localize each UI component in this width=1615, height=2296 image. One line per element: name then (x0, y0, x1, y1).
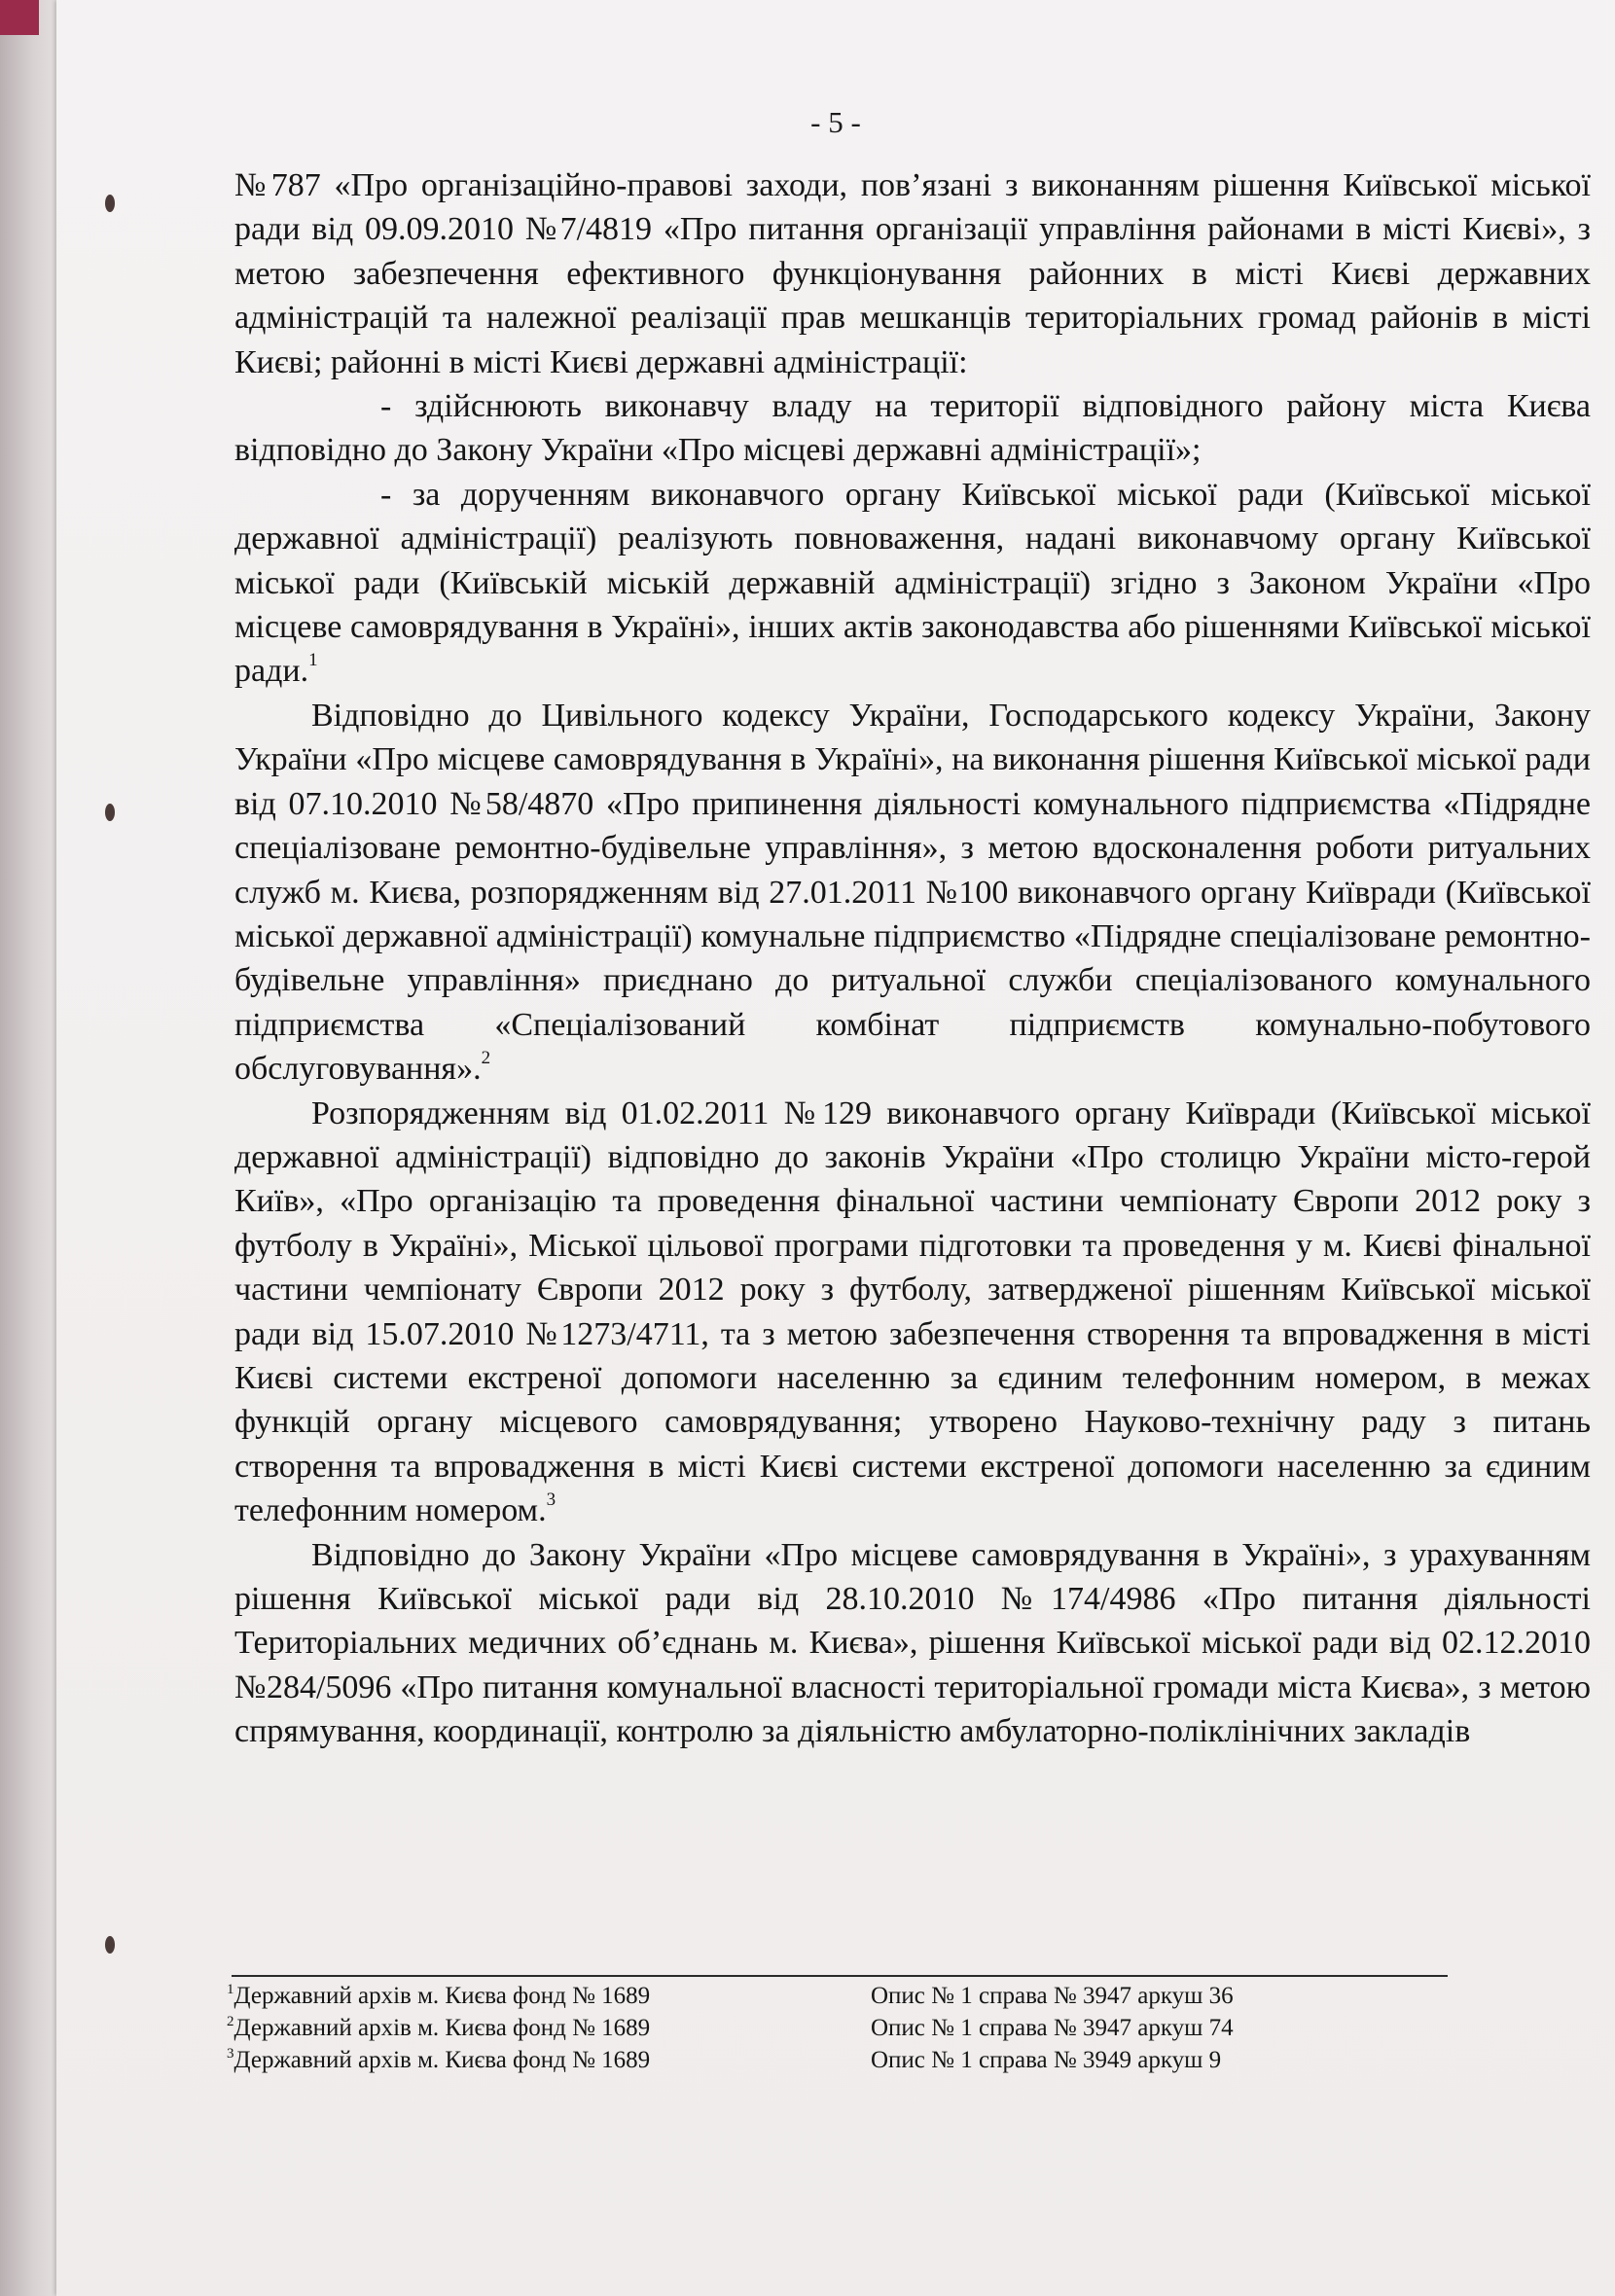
punch-hole (105, 804, 115, 821)
bullet-item: - за дорученням виконавчого органу Київської міської ради (Київської міської державної адміністрації) реалізують повноваження, надані виконавчому органу Київської міської ради (Київській міській державній адміністрації) згідно з Законом України «Про місцеве самоврядування в Україні», інших актів законодавства або рішеннями Київської міської ради.$^1$ (234, 476, 1591, 690)
body-text (234, 163, 1591, 1754)
binder-cover-corner (0, 0, 39, 35)
punch-hole (105, 195, 115, 212)
document-page (56, 0, 1615, 2296)
footnote-archive: Державний архів м. Києва фонд № 1689 (233, 2047, 651, 2073)
footnote-reference: Опис № 1 справа № 3949 аркуш 9 (871, 2047, 1222, 2073)
footnote-mark: 1 (227, 1982, 234, 1997)
punch-hole (105, 1936, 115, 1954)
footnote-mark: 2 (227, 2014, 234, 2029)
footnote-ref: 2 (481, 1048, 491, 1069)
footnote-archive: Державний архів м. Києва фонд № 1689 (233, 2015, 651, 2041)
footnote (227, 2044, 1297, 2076)
footnote (227, 2012, 1297, 2044)
footnote-ref: 1 (308, 650, 318, 671)
paragraph: Розпорядженням від 01.02.2011 №129 виконавчого органу Київради (Київської міської державної адміністрації) відповідно до законів України «Про столицю України місто-герой Київ», «Про організацію та проведення фінальної частини чемпіонату Європи 2012 року з футболу в Україні», Міської цільової програми підготовки та проведення у м. Києві фінальної частини чемпіонату Європи 2012 року з футболу, затвердженої рішенням Київської міської ради від 15.07.2010 №1273/4711, та з метою забезпечення створення та впровадження в місті Києві системи екстреної допомоги населенню за єдиним телефонним номером, в межах функцій органу місцевого самоврядування; утворено Науково-технічну раду з питань створення та впровадження в місті Києві системи екстреної допомоги населенню за єдиним телефонним номером.$^3$ (234, 1094, 1591, 1529)
paragraph: Відповідно до Цивільного кодексу України, Господарського кодексу України, Закону України «Про місцеве самоврядування в Україні», на виконання рішення Київської міської ради від 07.10.2010 №58/4870 «Про припинення діяльності комунального підприємства «Підрядне спеціалізоване ремонтно-будівельне управління», з метою вдосконалення роботи ритуальних служб м. Києва, розпорядженням від 27.01.2011 №100 виконавчого органу Київради (Київської міської державної адміністрації) комунальне підприємство «Підрядне спеціалізоване ремонтно-будівельне управління» приєднано до ритуальної служби спеціалізованого комунального підприємства «Спеціалізований комбінат підприємств комунально-побутового обслуговування».$^2$ (234, 697, 1591, 1088)
footnote-archive: Державний архів м. Києва фонд № 1689 (233, 1983, 651, 2009)
footnotes (227, 1980, 1297, 2076)
footnote-ref: 3 (546, 1489, 556, 1511)
binder-edge (0, 0, 56, 2296)
paragraph: Відповідно до Закону України «Про місцеве самоврядування в Україні», з урахуванням рішення Київської міської ради від 28.10.2010 №174/4986 «Про питання діяльності Територіальних медичних об’єднань м. Києва», рішення Київської міської ради від 02.12.2010 №284/5096 «Про питання комунальної власності територіальної громади міста Києва», з метою спрямування, координації, контролю за діяльністю амбулаторно-поліклінічних закладів (234, 1536, 1591, 1750)
footnote-reference: Опис № 1 справа № 3947 аркуш 36 (871, 1983, 1234, 2009)
bullet-item: - здійснюють виконавчу владу на території відповідного району міста Києва відповідно до Закону України «Про місцеві державні адміністрації»; (234, 388, 1591, 469)
footnote-divider (232, 1975, 1448, 1977)
page-number: - 5 - (810, 105, 861, 139)
paragraph: №787 «Про організаційно-правові заходи, пов’язані з виконанням рішення Київської міської ради від 09.09.2010 №7/4819 «Про питання організації управління районами в місті Києві», з метою забезпечення ефективного функціонування районних в місті Києві державних адміністрацій та належної реалізації прав мешканців територіальних громад районів в місті Києві; районні в місті Києві державні адміністрації: (234, 167, 1591, 380)
footnote-reference: Опис № 1 справа № 3947 аркуш 74 (871, 2015, 1234, 2041)
footnote (227, 1980, 1297, 2012)
footnote-mark: 3 (227, 2046, 234, 2062)
